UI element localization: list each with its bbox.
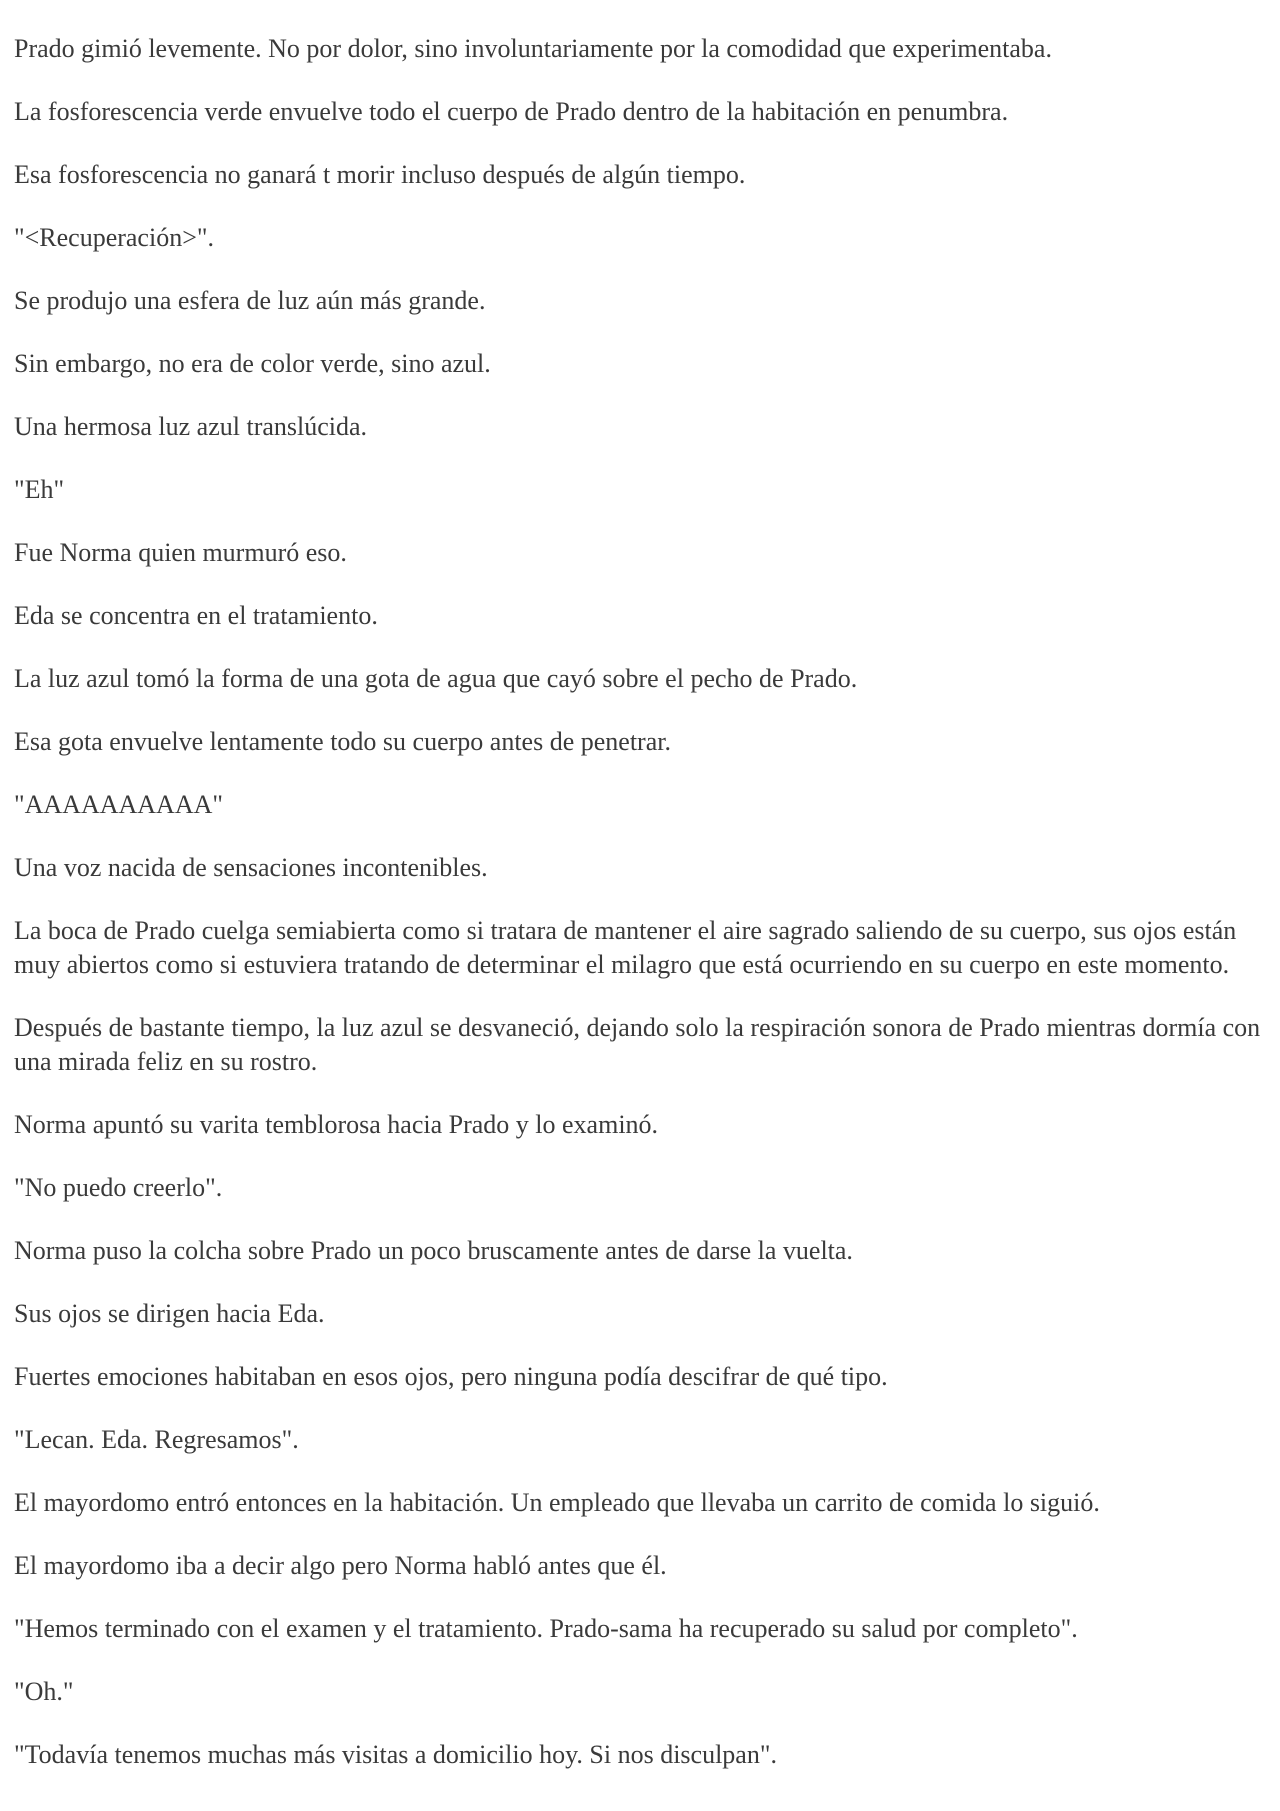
paragraph: "No puedo creerlo". [14, 1173, 223, 1202]
paragraph: "Todavía tenemos muchas más visitas a domicilio hoy. Si nos disculpan". [14, 1740, 777, 1769]
paragraph: "AAAAAAAAAA" [14, 790, 223, 819]
paragraph: Norma apuntó su varita temblorosa hacia Prado y lo examinó. [14, 1110, 659, 1139]
paragraph: Eda se concentra en el tratamiento. [14, 601, 378, 630]
paragraph: "Lecan. Eda. Regresamos". [14, 1425, 299, 1454]
paragraph: La boca de Prado cuelga semiabierta como si tratara de mantener el aire sagrado saliendo de su cuerpo, sus ojos están muy abiertos como si estuviera tratando de determinar el milagro que está ocurriendo en su cuerpo en este momento. [14, 916, 1237, 979]
paragraph: Una hermosa luz azul translúcida. [14, 412, 368, 441]
paragraph: Después de bastante tiempo, la luz azul se desvaneció, dejando solo la respiración sonora de Prado mientras dormía con una mirada feliz en su rostro. [14, 1013, 1261, 1076]
paragraph: "<Recuperación>". [14, 223, 214, 252]
paragraph: Prado gimió levemente. No por dolor, sino involuntariamente por la comodidad que experimentaba. [14, 34, 1052, 63]
paragraph: Fuertes emociones habitaban en esos ojos, pero ninguna podía descifrar de qué tipo. [14, 1362, 888, 1391]
paragraph: Se produjo una esfera de luz aún más grande. [14, 286, 486, 315]
paragraph: Esa gota envuelve lentamente todo su cuerpo antes de penetrar. [14, 727, 671, 756]
paragraph: Esa fosforescencia no ganará t morir incluso después de algún tiempo. [14, 160, 746, 189]
paragraph: El mayordomo iba a decir algo pero Norma habló antes que él. [14, 1551, 667, 1580]
paragraph: Sin embargo, no era de color verde, sino azul. [14, 349, 491, 378]
paragraph: Norma puso la colcha sobre Prado un poco bruscamente antes de darse la vuelta. [14, 1236, 853, 1265]
paragraph: Fue Norma quien murmuró eso. [14, 538, 347, 567]
paragraph: La fosforescencia verde envuelve todo el cuerpo de Prado dentro de la habitación en penumbra. [14, 97, 1009, 126]
paragraph: Una voz nacida de sensaciones incontenibles. [14, 853, 488, 882]
paragraph: La luz azul tomó la forma de una gota de agua que cayó sobre el pecho de Prado. [14, 664, 858, 693]
paragraph: "Oh." [14, 1677, 74, 1706]
paragraph: "Hemos terminado con el examen y el tratamiento. Prado-sama ha recuperado su salud por completo". [14, 1614, 1078, 1643]
paragraph: Sus ojos se dirigen hacia Eda. [14, 1299, 325, 1328]
paragraph: El mayordomo entró entonces en la habitación. Un empleado que llevaba un carrito de comida lo siguió. [14, 1488, 1100, 1517]
paragraph: "Eh" [14, 475, 65, 504]
